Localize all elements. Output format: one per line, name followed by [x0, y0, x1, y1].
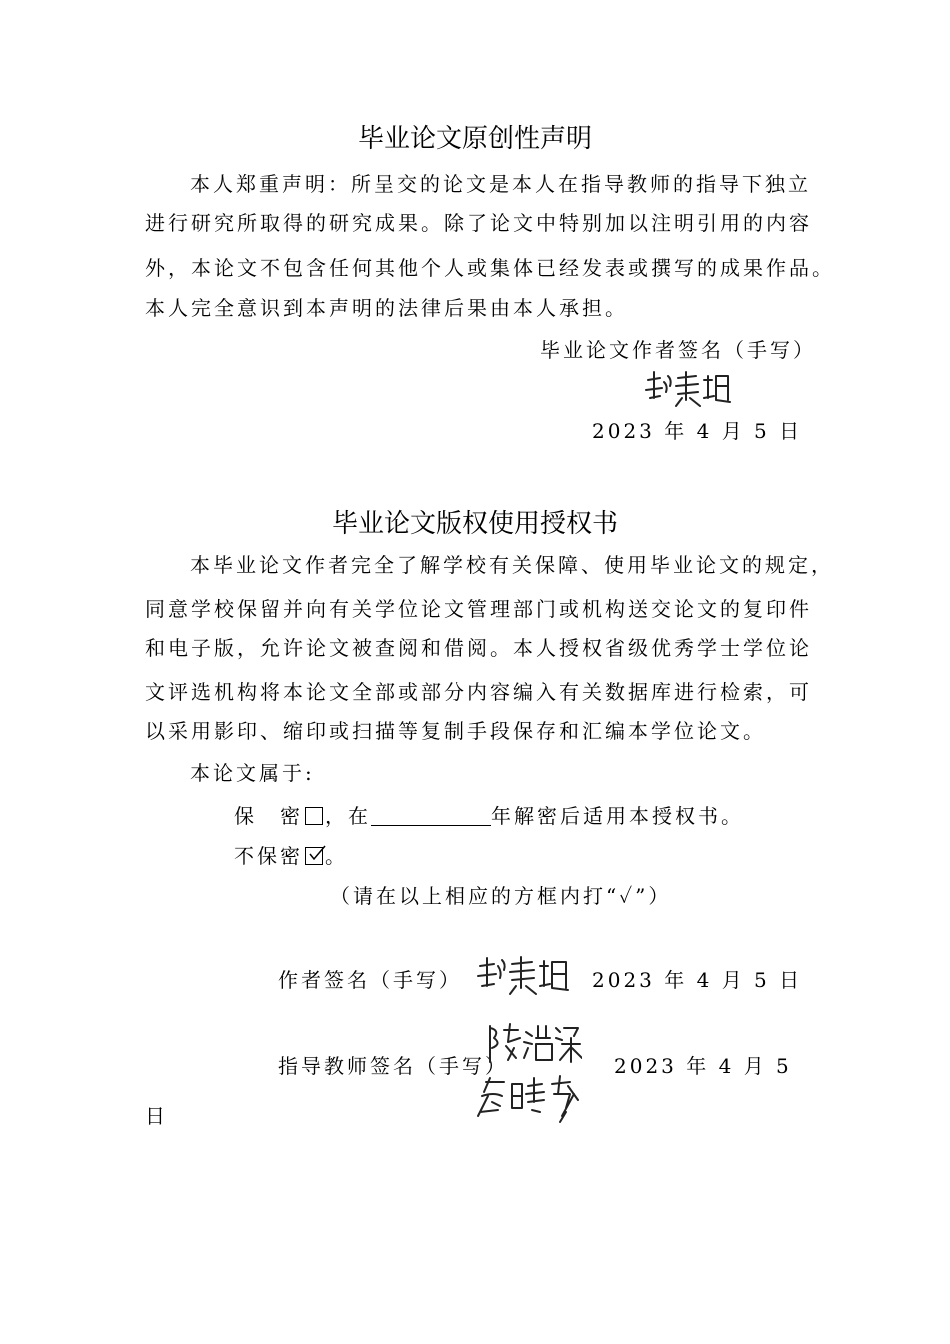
copyright-line-3: 和电子版，允许论文被查阅和借阅。本人授权省级优秀学士学位论 [145, 636, 812, 660]
secret-suffix: 年解密后适用本授权书。 [491, 804, 744, 828]
advisor-sig-label: 指导教师签名（手写） [278, 1054, 508, 1078]
author-signature-2 [474, 952, 570, 998]
nonsecret-label: 不保密 [234, 844, 303, 868]
check-instruction: （请在以上相应的方框内打“✓”） [330, 884, 672, 908]
originality-line-4: 本人完全意识到本声明的法律后果由本人承担。 [145, 296, 628, 320]
advisor-signature-1 [486, 1022, 582, 1066]
advisor-signature-2 [474, 1072, 586, 1126]
originality-date: 2023 年 4 月 5 日 [592, 419, 803, 443]
copyright-title: 毕业论文版权使用授权书 [331, 509, 618, 539]
copyright-line-2: 同意学校保留并向有关学位论文管理部门或机构送交论文的复印件 [145, 597, 812, 621]
author-sig-date: 2023 年 4 月 5 日 [592, 968, 803, 992]
nonsecret-suffix: 。 [325, 844, 348, 868]
secret-mid: ，在 [325, 804, 371, 828]
originality-signature-label: 毕业论文作者签名（手写） [540, 338, 816, 362]
secret-option [234, 800, 744, 829]
checkmark-icon [308, 844, 326, 862]
originality-title: 毕业论文原创性声明 [357, 124, 592, 154]
copyright-line-5: 以采用影印、缩印或扫描等复制手段保存和汇编本学位论文。 [145, 719, 766, 743]
copyright-line-1: 本毕业论文作者完全了解学校有关保障、使用毕业论文的规定， [190, 553, 834, 577]
decrypt-year-blank[interactable] [371, 807, 491, 826]
originality-line-2: 进行研究所取得的研究成果。除了论文中特别加以注明引用的内容 [145, 211, 812, 235]
advisor-sig-date-tail: 日 [145, 1104, 168, 1128]
originality-line-3: 外，本论文不包含任何其他个人或集体已经发表或撰写的成果作品。 [145, 256, 835, 280]
secret-label: 保 密 [234, 804, 303, 828]
originality-line-1: 本人郑重声明：所呈交的论文是本人在指导教师的指导下独立 [190, 172, 811, 196]
author-signature-1 [642, 368, 732, 410]
nonsecret-checkbox[interactable] [305, 847, 323, 865]
copyright-line-4: 文评选机构将本论文全部或部分内容编入有关数据库进行检索，可 [145, 680, 812, 704]
belongs-label: 本论文属于: [190, 761, 315, 785]
nonsecret-option [234, 840, 348, 869]
advisor-sig-date: 2023 年 4 月 5 [614, 1054, 792, 1078]
secret-checkbox[interactable] [305, 807, 323, 825]
author-sig-label: 作者签名（手写） [278, 968, 462, 992]
